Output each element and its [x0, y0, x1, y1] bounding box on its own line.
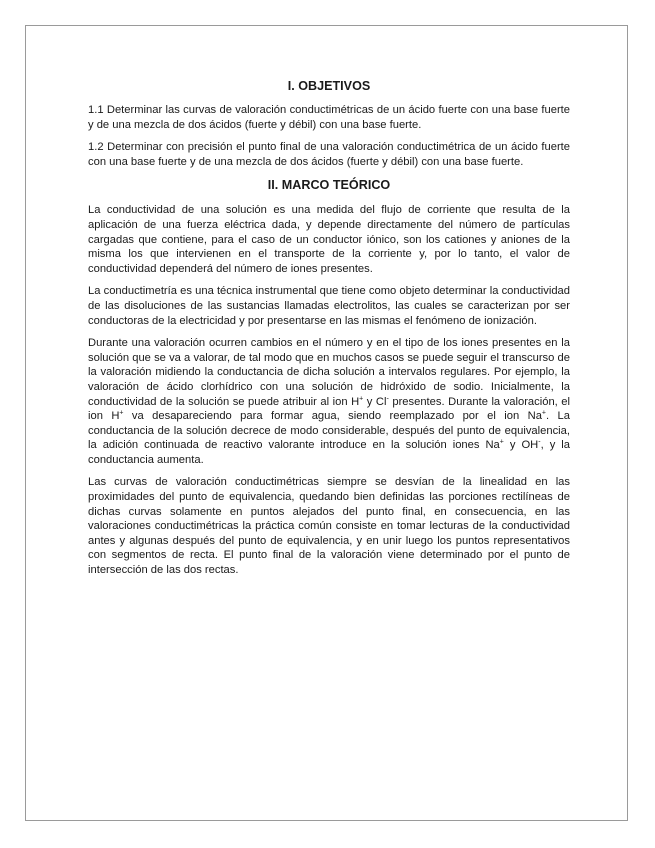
- objective-1-2: 1.2 Determinar con precisión el punto final de una valoración conductimétrica de un ácido fuerte con una base fuerte y de una mezcla de dos ácidos (fuerte y débil) con una base fuerte.: [88, 141, 570, 168]
- paragraph-valoracion: [88, 336, 570, 467]
- text-run: y Cl: [363, 395, 387, 408]
- text-run: Durante una valoración ocurren cambios en el número y en el tipo de los iones presentes en la solución que se va a valorar, de tal modo que en muchos casos se puede seguir el transcurso de la valoración midiendo la conductancia de dicha solución a intervalos regulares. Por ejemplo, la valoración de ácido clorhídrico con una solución de hidróxido de sodio. Inicialmente, la conductividad de la solución se puede atribuir al ion H: [88, 337, 570, 408]
- paragraph-conductimetria: La conductimetría es una técnica instrumental que tiene como objeto determinar la conductividad de las disoluciones de las sustancias llamadas electrolitos, las cuales se caracterizan por ser conductoras de la electricidad y por presentarse en las mismas el fenómeno de ionización.: [88, 285, 570, 327]
- section-heading-marco-teorico: II. MARCO TEÓRICO: [267, 178, 391, 193]
- paragraph-conductividad: La conductividad de una solución es una medida del flujo de corriente que resulta de la aplicación de una fuerza eléctrica dada, y depende directamente del número de partículas cargadas que contiene, para el caso de un conductor iónico, son los cationes y aniones de la misma los que intervienen en el transporte de la corriente y, por lo tanto, el valor de conductividad dependerá del número de iones presentes.: [88, 204, 570, 275]
- paragraph-curvas: Las curvas de valoración conductimétricas siempre se desvían de la linealidad en las proximidades del punto de equivalencia, quedando bien definidas las porciones rectilíneas de dichas curvas solamente en puntos alejados del punto final, en consecuencia, en las valoraciones conductimétricas la práctica común consiste en tomar lecturas de la conductividad antes y algunas después del punto de equivalencia, y en unir luego los puntos representativos con segmentos de recta. El punto final de la valoración viene determinado por el punto de intersección de las dos rectas.: [88, 476, 570, 577]
- superscript-charge: -: [538, 438, 541, 446]
- superscript-charge: +: [119, 409, 124, 417]
- superscript-charge: +: [541, 409, 547, 417]
- objective-1-1: 1.1 Determinar las curvas de valoración conductimétricas de un ácido fuerte con una base fuerte y de una mezcla de dos ácidos (fuerte y débil) con una base fuerte.: [88, 104, 570, 131]
- text-run: presentes. Durante la valoración, el ion H: [88, 395, 571, 423]
- text-run: y OH: [503, 439, 539, 452]
- superscript-charge: -: [386, 394, 389, 402]
- text-run: va desapareciendo para formar agua, siendo reemplazado por el ion Na: [123, 410, 542, 423]
- section-heading-objetivos: I. OBJETIVOS: [287, 79, 371, 93]
- document-body: [88, 78, 570, 586]
- superscript-charge: +: [499, 438, 504, 446]
- text-run: . La conductancia de la solución decrece de modo considerable, después del punto de equivalencia, la adición continuada de reactivo valorante introduce en la solución iones Na: [88, 410, 570, 452]
- text-run: , y la conductancia aumenta.: [88, 439, 570, 466]
- superscript-charge: +: [359, 394, 364, 402]
